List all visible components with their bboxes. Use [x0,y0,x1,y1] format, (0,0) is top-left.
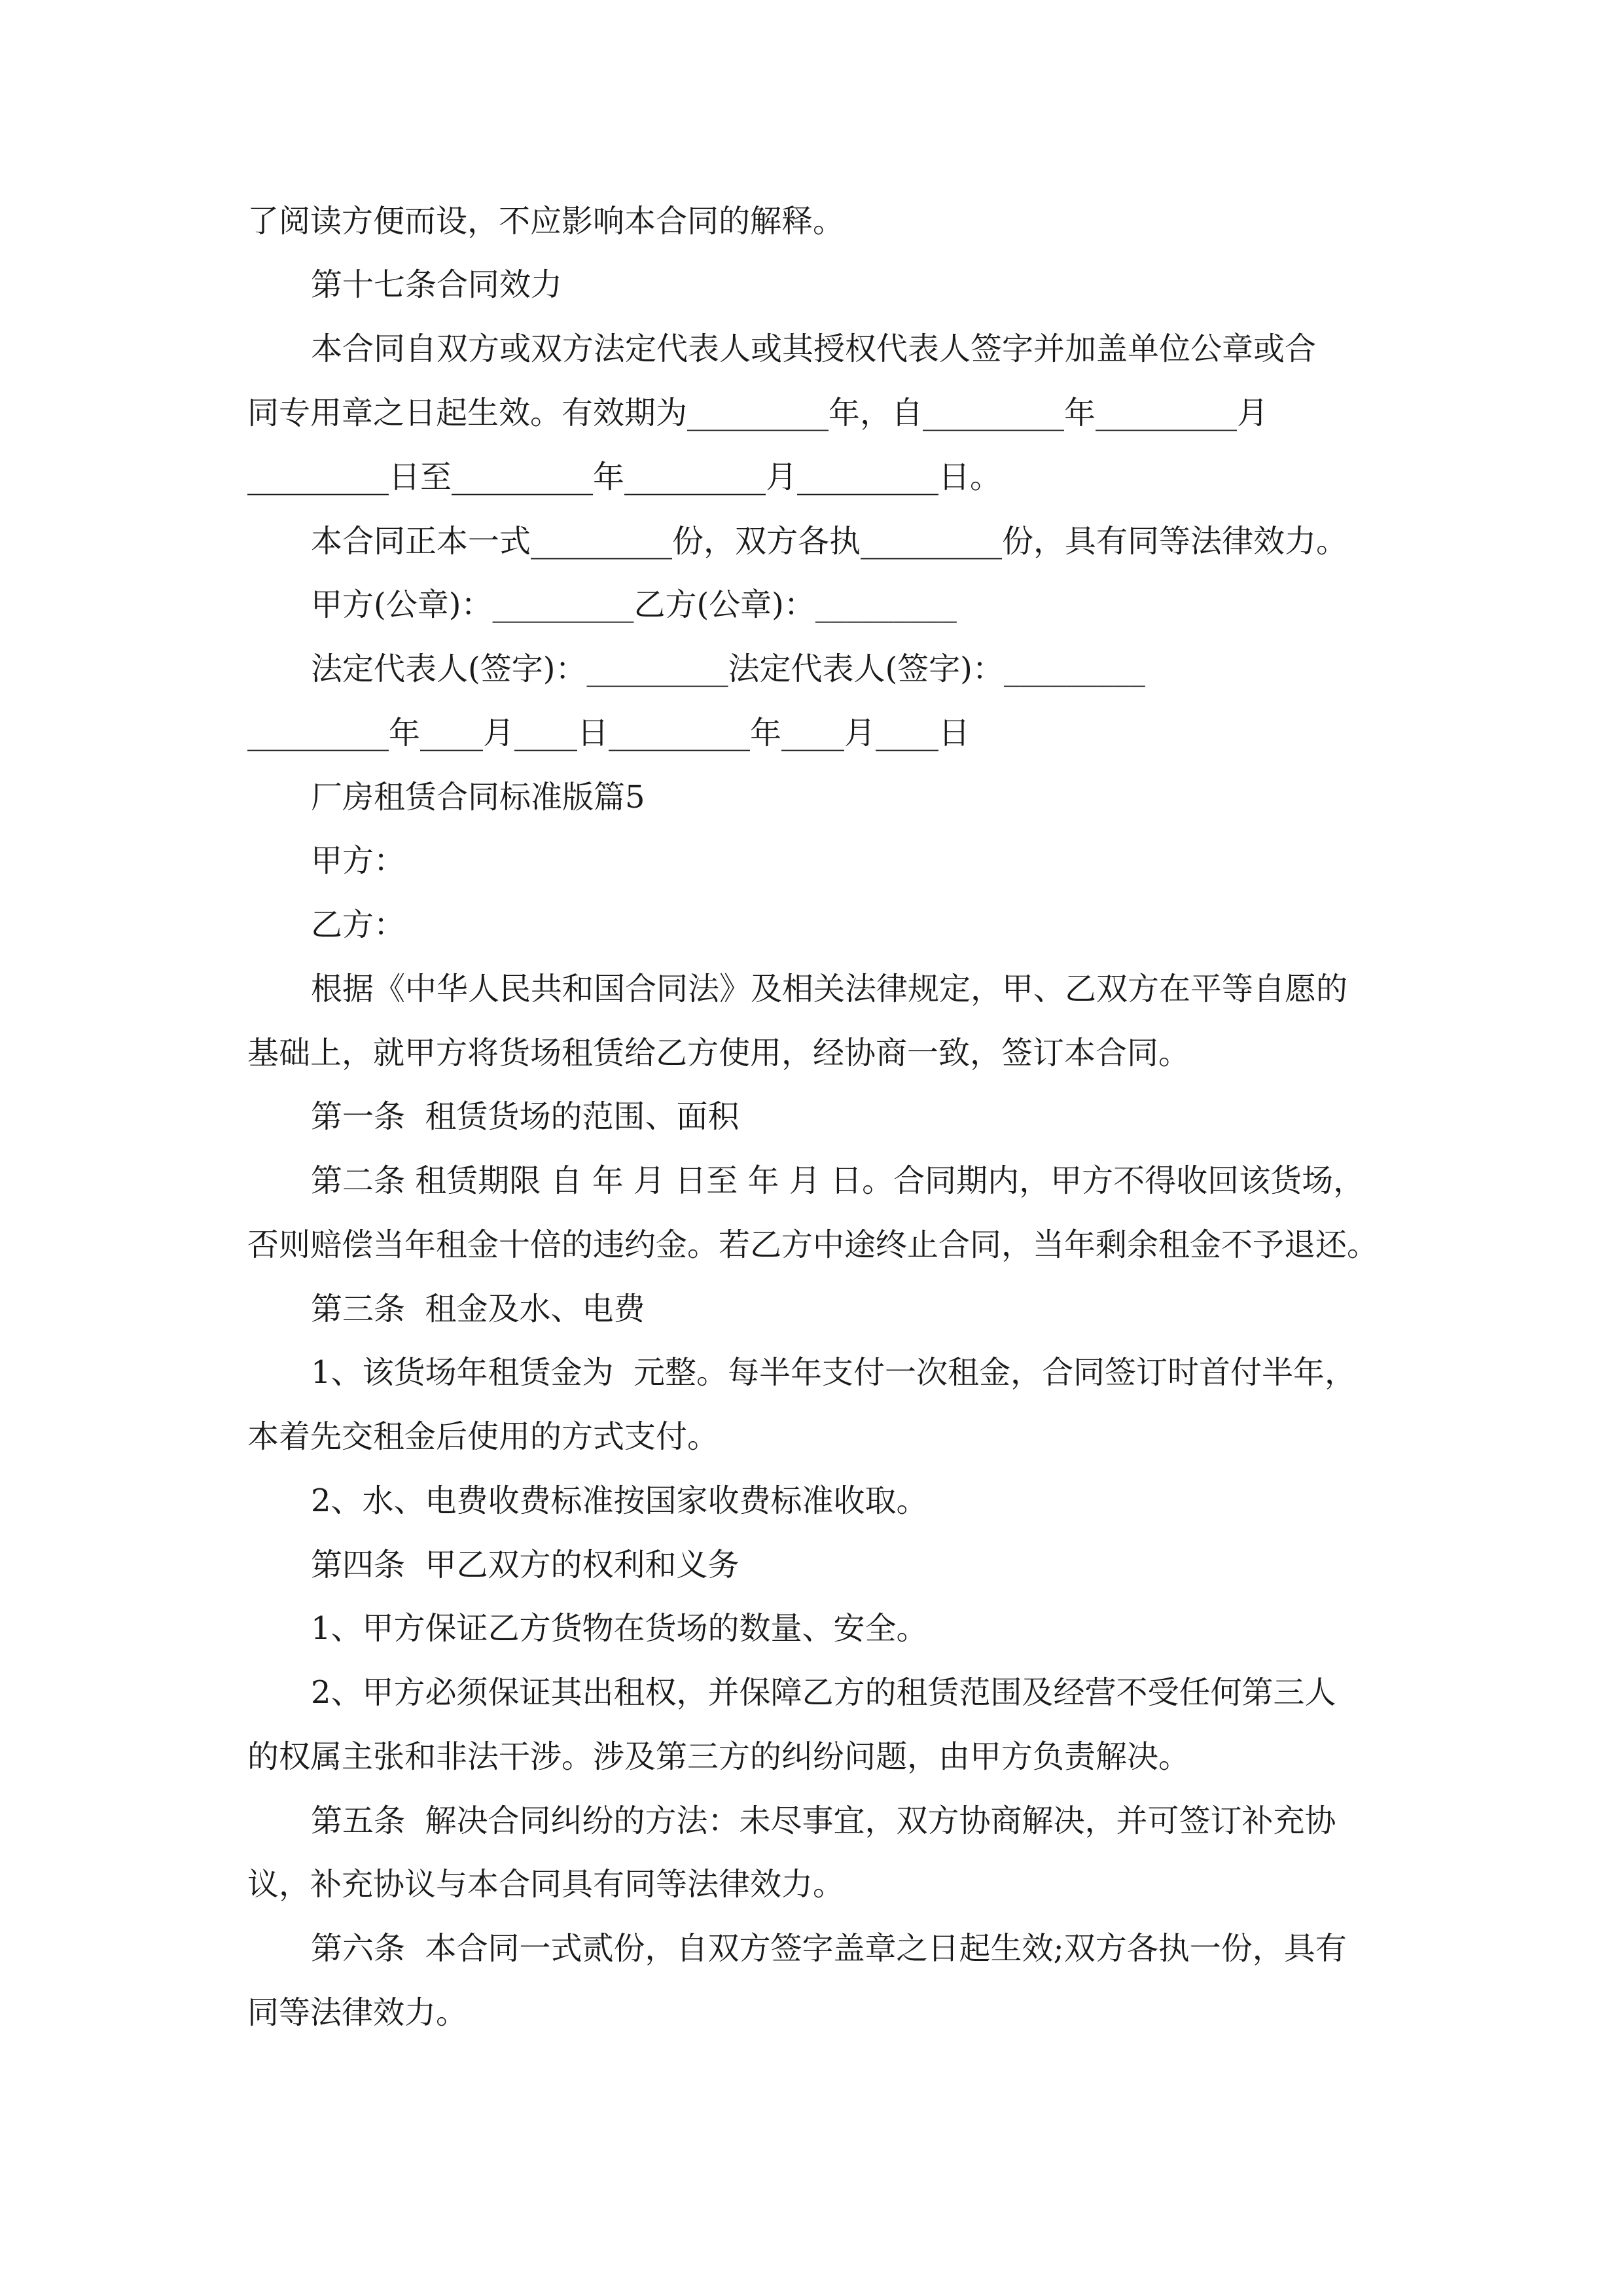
text-line: 2、水、电费收费标准按国家收费标准收取。 [311,1482,928,1519]
text-line: 同等法律效力。 [247,1994,468,2031]
text-line: 本着先交租金后使用的方式支付。 [247,1418,719,1455]
text-line: 本合同自双方或双方法定代表人或其授权代表人签字并加盖单位公章或合 [311,331,1317,367]
text-line: 第二条 租赁期限 自 年 月 日至 年 月 日。合同期内，甲方不得收回该货场， [311,1162,1365,1199]
text-line: 的权属主张和非法干涉。涉及第三方的纠纷问题，由甲方负责解决。 [247,1738,1190,1775]
document-title: 厂房租赁合同标准版篇5 [311,779,645,816]
text-line: 议，补充协议与本合同具有同等法律效力。 [247,1866,845,1903]
party-b-label: 乙方： [311,906,406,943]
article-heading: 第四条 甲乙双方的权利和义务 [311,1547,740,1583]
text-line: 第六条 本合同一式贰份，自双方签字盖章之日起生效;双方各执一份，具有 [311,1930,1347,1967]
text-line: 1、甲方保证乙方货物在货场的数量、安全。 [311,1610,928,1647]
section-heading: 第十七条合同效力 [311,266,563,303]
text-line: 1、该货场年租赁金为 元整。每半年支付一次租金，合同签订时首付半年， [311,1354,1357,1391]
article-heading: 第一条 租赁货场的范围、面积 [311,1098,740,1135]
text-line: 基础上，就甲方将货场租赁给乙方使用，经协商一致，签订本合同。 [247,1035,1190,1071]
text-line: _________日至_________年_________月_________日。 [247,459,1002,495]
signature-line: 甲方(公章)：_________乙方(公章)：_________ [311,586,957,623]
text-line: 第五条 解决合同纠纷的方法：未尽事宜，双方协商解决，并可签订补充协 [311,1803,1336,1839]
article-heading: 第三条 租金及水、电费 [311,1291,645,1327]
text-line: 否则赔偿当年租金十倍的违约金。若乙方中途终止合同，当年剩余租金不予退还。 [247,1227,1379,1263]
text-line: 根据《中华人民共和国合同法》及相关法律规定，甲、乙双方在平等自愿的 [311,971,1348,1007]
text-line: 2、甲方必须保证其出租权，并保障乙方的租赁范围及经营不受任何第三人 [311,1674,1336,1711]
text-line: 同专用章之日起生效。有效期为_________年，自_________年_________月 [247,395,1269,431]
signature-line: 法定代表人(签字)：_________法定代表人(签字)：_________ [311,651,1145,687]
text-line: 了阅读方便而设，不应影响本合同的解释。 [247,203,845,240]
date-line: _________年____月____日_________年____月____日 [247,715,971,751]
text-line: 本合同正本一式_________份，双方各执_________份，具有同等法律效力。 [311,523,1348,560]
party-a-label: 甲方： [311,842,406,879]
